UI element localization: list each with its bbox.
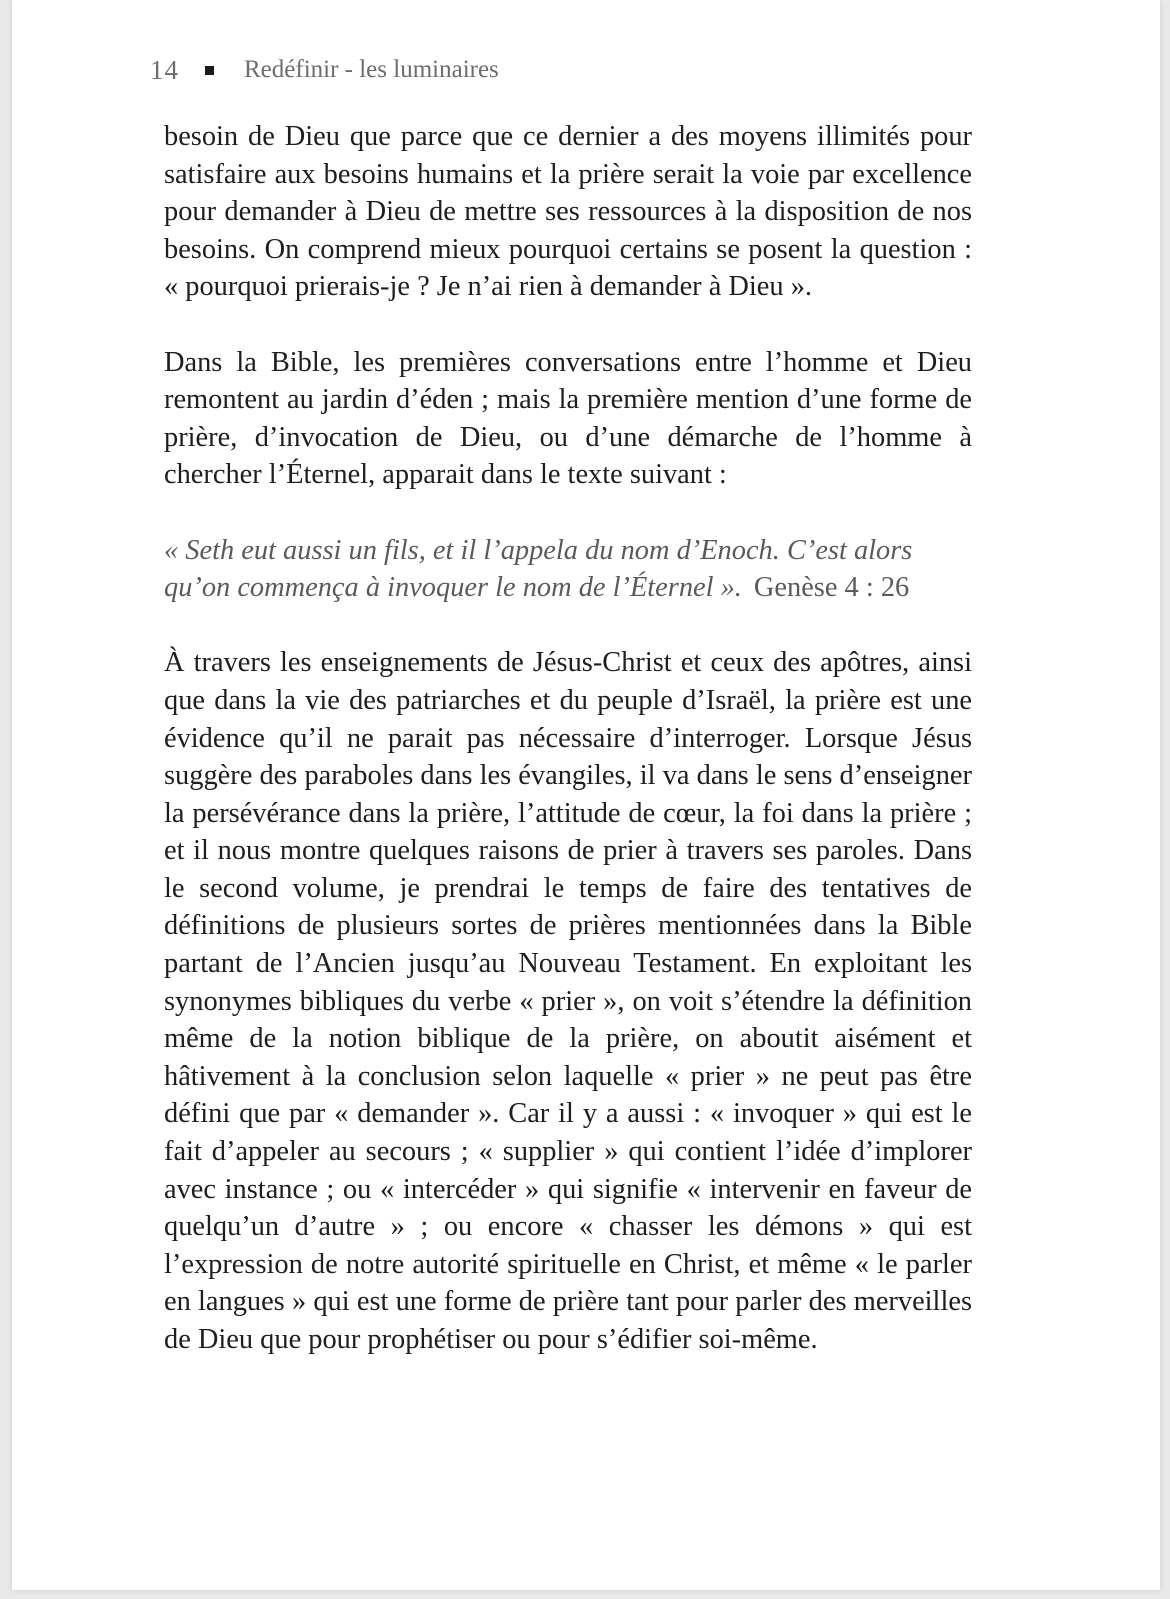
paragraph: besoin de Dieu que parce que ce dernier a des moyens illimités pour satisfaire aux besoins humains et la prière serait la voie par excellence pour demander à Dieu de mettre ses ressources à la disposition de nos besoins. On comprend mieux pourquoi certains se posent la question : « pourquoi prierais-je ? Je n’ai rien à demander à Dieu ». (164, 121, 972, 303)
page-number: 14 (150, 54, 179, 85)
page-header (150, 52, 499, 88)
quote-text: « Seth eut aussi un fils, et il l’appela du nom d’Enoch. C’est alors qu’on commença à invoquer le nom de l’Éternel ». (164, 534, 913, 604)
page-body (164, 118, 972, 1396)
paragraph: Dans la Bible, les premières conversations entre l’homme et Dieu remontent au jardin d’éden ; mais la première mention d’une forme de prière, d’invocation de Dieu, ou d’une démarche de l’homme à chercher l’Éternel, apparait dans le texte suivant : (164, 346, 972, 491)
book-page (12, 0, 1160, 1590)
scripture-quote (164, 532, 972, 607)
running-title: Redéfinir - les luminaires (244, 56, 499, 83)
paragraph: À travers les enseignements de Jésus-Christ et ceux des apôtres, ainsi que dans la vie des patriarches et du peuple d’Israël, la prière est une évidence qu’il ne parait pas nécessaire d’interroger. Lorsque Jésus suggère des paraboles dans les évangiles, il va dans le sens d’enseigner la persévérance dans la prière, l’attitude de cœur, la foi dans la prière ; et il nous montre quelques raisons de prier à travers ses paroles. Dans le second volume, je prendrai le temps de faire des tentatives de définitions de plusieurs sortes de prières mentionnées dans la Bible partant de l’Ancien jusqu’au Nouveau Testament. En exploitant les synonymes bibliques du verbe « prier », on voit s’étendre la définition même de la notion biblique de la prière, on aboutit aisément et hâtivement à la conclusion selon laquelle « prier » ne peut pas être défini que par « demander ». Car il y a aussi : « invoquer » qui est le fait d’appeler au secours ; « supplier » qui contient l’idée d’implorer avec instance ; ou « intercéder » qui signifie « intervenir en faveur de quelqu’un d’autre » ; ou encore « chasser les démons » qui est l’expression de notre autorité spirituelle en Christ, et même « le parler en langues » qui est une forme de prière tant pour parler des merveilles de Dieu que pour prophétiser ou pour s’édifier soi-même. (164, 647, 972, 1355)
quote-reference: Genèse 4 : 26 (753, 572, 910, 604)
header-separator-bullet (205, 66, 214, 75)
